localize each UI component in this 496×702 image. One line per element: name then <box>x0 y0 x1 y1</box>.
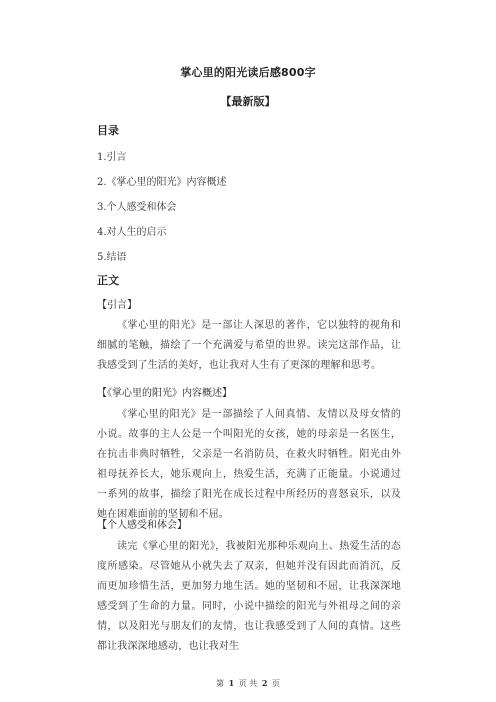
toc-item-1: 1.引言 <box>97 152 127 163</box>
toc-item-2: 2.《掌心里的阳光》内容概述 <box>97 177 227 188</box>
document-title: 掌心里的阳光读后感800字 <box>180 66 316 79</box>
section-heading-feelings: 【个人感受和体会】 <box>97 520 187 531</box>
footer-total-pages: 2 <box>261 678 268 688</box>
page-footer <box>0 678 496 689</box>
toc-heading: 目录 <box>97 124 119 137</box>
footer-suffix: 页 <box>271 679 280 688</box>
toc-item-4: 4.对人生的启示 <box>97 227 167 238</box>
body-heading: 正文 <box>97 274 119 287</box>
section-heading-intro: 【引言】 <box>97 300 137 311</box>
section-paragraph-feelings: 读完《掌心里的阳光》，我被阳光那种乐观向上、热爱生活的态度所感染。尽管她从小就失去了双亲，但她并没有因此而消沉，反而更加珍惜生活，更加努力地生活。她的坚韧和不屈，让我深深地感受到了生命的力量。同时，小说中描绘的阳光与外祖母之间的亲情，以及阳光与朋友们的友情，也让我感受到了人间的真情。这些都让我深深地感动，也让我对生 <box>97 541 401 652</box>
footer-middle: 页 共 <box>238 679 258 688</box>
section-paragraph-intro: 《掌心里的阳光》是一部让人深思的著作，它以独特的视角和细腻的笔触，描绘了一个充满爱与希望的世界。读完这部作品，让我感受到了生活的美好，也让我对人生有了更深的理解和思考。 <box>97 320 401 371</box>
footer-prefix: 第 <box>216 679 225 688</box>
toc-item-3: 3.个人感受和体会 <box>97 202 177 213</box>
toc-item-5: 5.结语 <box>97 252 127 263</box>
section-paragraph-summary: 《掌心里的阳光》是一部描绘了人间真情、友情以及母女情的小说。故事的主人公是一个叫阳光的女孩，她的母亲是一名医生，在抗击非典时牺牲，父亲是一名消防员，在救火时牺牲。阳光由外祖母抚养长大，她乐观向上，热爱生活，充满了正能量。小说通过一系列的故事，描绘了阳光在成长过程中所经历的喜怒哀乐，以及她在困难面前的坚韧和不屈。 <box>97 409 401 520</box>
footer-page-number: 1 <box>228 678 235 688</box>
document-subtitle: 【最新版】 <box>220 95 276 108</box>
section-heading-summary: 【《掌心里的阳光》内容概述】 <box>97 388 232 399</box>
